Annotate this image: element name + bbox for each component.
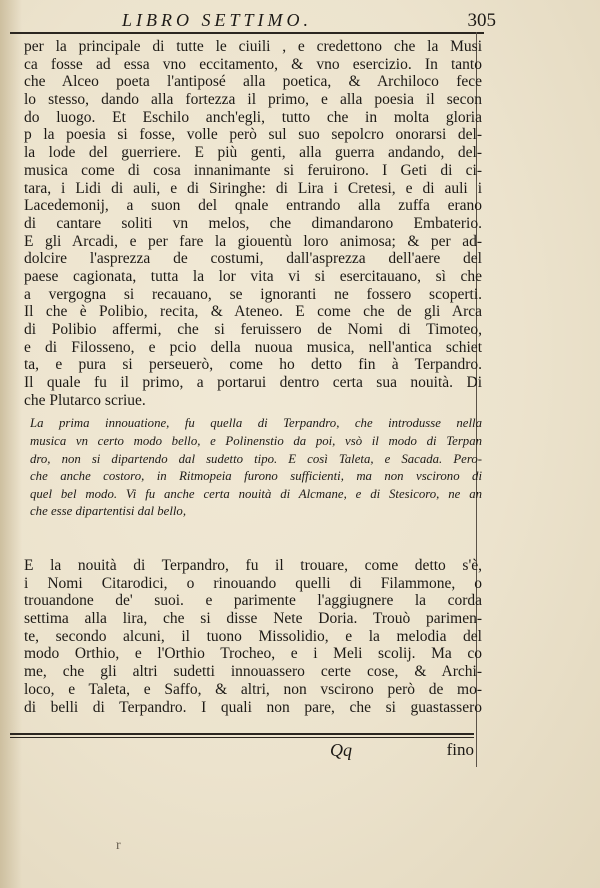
text-line: Il quale fu il primo, a portarui dentro certa sua nouità. Di: [24, 374, 482, 392]
text-line: dolcire l'asprezza de costumi, dall'asprezza dell'aere del: [24, 250, 482, 268]
quotation-block: [24, 415, 482, 521]
text-line: trouandone de' suoi. e parimente l'aggiugnere la corda: [24, 592, 482, 610]
text-line: i Nomi Citarodici, o rinouando quelli di Filammone, o: [24, 574, 482, 592]
text-line: ta, e pura si perseuerò, come ho detto fin à Terpandro.: [24, 356, 482, 374]
text-line: p la poesia si fosse, volle però sul suo sepolcro onorarsi del-: [24, 126, 482, 144]
text-line: me, che gli altri sudetti innouassero certe cose, & Archi-: [24, 663, 482, 681]
main-text-continued: [24, 557, 482, 716]
quotation-line: dro, non si dipartendo dal sudetto tipo. E così Taleta, e Sacada. Pero-: [30, 451, 482, 466]
page-footer: [20, 740, 482, 764]
text-line: che Alceo poeta l'antiposé alla poetica, & Archiloco fece: [24, 73, 482, 91]
text-line: la lode del guerriere. E più genti, alla guerra andando, del-: [24, 144, 482, 162]
text-line: e di Filosseno, e pcio della nuoua musica, nell'antica schiet: [24, 338, 482, 356]
text-line: ca fosse ad essa vno eccitamento, & vno esercizio. In tanto: [24, 55, 482, 73]
text-line: di cantare soliti vn melos, che dimandarono Embaterio.: [24, 214, 482, 232]
footer-rule-thin: [10, 737, 474, 738]
quotation-line: La prima innouatione, fu quella di Terpandro, che introdusse nella: [30, 416, 482, 431]
footer-rule: [10, 733, 474, 735]
text-line: do luogo. Et Eschilo anch'egli, tutto che in molta gloria: [24, 108, 482, 126]
quotation-line: che anche costoro, in Ritmopeia furono sufficienti, ma non vscirono di: [30, 469, 482, 484]
catchword: fino: [446, 740, 474, 759]
text-line: te, secondo alcuni, il tuono Missolidio, e la melodia del: [24, 627, 482, 645]
text-line: Lacedemonij, a suon del qnale entrando alla zuffa erano: [24, 197, 482, 215]
text-line: a vergogna si recauano, se ignoranti ne fossero scoperti.: [24, 285, 482, 303]
text-line: E la nouità di Terpandro, fu il trouare, come detto s'è,: [24, 557, 482, 574]
page-number: 305: [467, 10, 496, 31]
text-line: loco, e Taleta, e Saffo, & altri, non vscirono però de mo-: [24, 680, 482, 698]
text-line: che Plutarco scriue.: [24, 391, 146, 409]
main-text: [24, 38, 482, 525]
text-line: Il che è Polibio, recita, & Ateneo. E come che de gli Arca: [24, 303, 482, 321]
quotation-line: musica vn certo modo bello, e Polinenstio da poi, vsò il modo di Terpan: [30, 434, 482, 449]
text-line: paese cagionata, tutta la lor vita vi si esercitauano, sì che: [24, 267, 482, 285]
text-line: per la principale di tutte le ciuili , e credettono che la Musi: [24, 38, 482, 55]
text-line: di belli di Terpandro. I quali non pare, che si guastassero: [24, 698, 482, 716]
page-header: [10, 8, 496, 34]
signature-mark: Qq: [330, 740, 352, 760]
text-line: tara, i Lidi di auli, e di Siringhe: di Lira i Cretesi, e di auli i: [24, 179, 482, 197]
text-line: settima alla lira, che si disse Nete Doria. Trouò parimen-: [24, 610, 482, 628]
page-gutter-shadow: [0, 0, 22, 888]
text-line: di Polibio affermi, che si feruissero de Nomi di Timoteo,: [24, 321, 482, 338]
header-rule: [10, 32, 484, 34]
running-head: LIBRO SETTIMO.: [122, 10, 312, 30]
quotation-line: quel bel modo. Vi fu anche certa nouità di Alcmane, e di Stesicoro, ne an: [30, 486, 482, 501]
text-line: lo stesso, dando alla fortezza il primo, e alla poesia il secon: [24, 91, 482, 109]
text-line: musica come di cosa innanimante si feruirono. I Geti di ci-: [24, 161, 482, 179]
text-line: modo Orthio, e l'Orthio Trocheo, e i Meli scolij. Ma co: [24, 645, 482, 663]
text-line: E gli Arcadi, e per fare la giouentù loro animosa; & per ad-: [24, 232, 482, 250]
quotation-line: che esse dipartentisi dal bello,: [30, 504, 187, 519]
margin-mark: r: [116, 838, 121, 853]
